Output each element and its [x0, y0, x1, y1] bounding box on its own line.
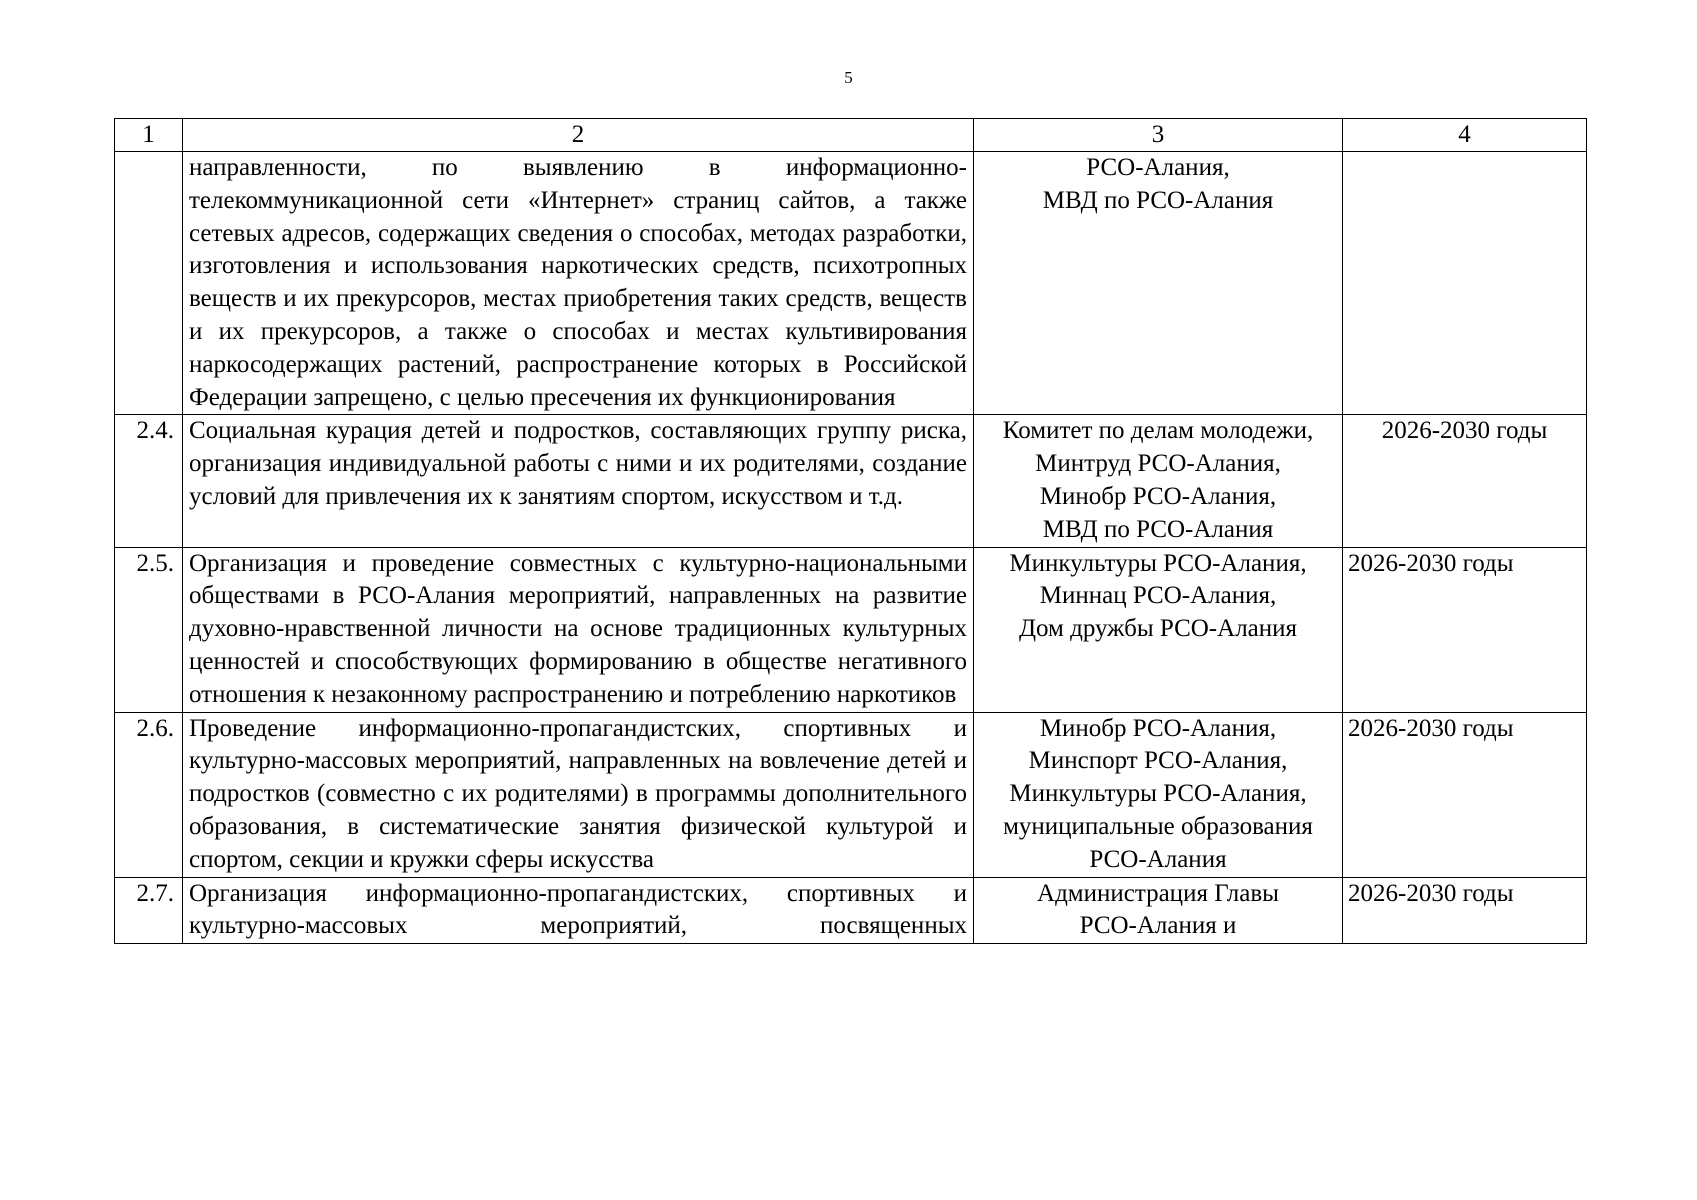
executor: Минкультуры РСО-Алания,	[1009, 780, 1307, 808]
row-description: Организация и проведение совместных с культурно-национальными обществами в РСО-Алания мероприятий, направленных на развитие духовно-нравственной личности на основе традиционных культурных ценностей и способствующих формированию в обществе негативного отношения к незаконному распространению и потреблению наркотиков	[183, 547, 974, 712]
row-description: направленности, по выявлению в информационно-телекоммуникационной сети «Интернет» страниц сайтов, а также сетевых адресов, содержащих сведения о способах, методах разработки, изготовления и использования наркотических средств, психотропных веществ и их прекурсоров, местах приобретения таких средств, веществ и их прекурсоров, а также о способах и местах культивирования наркосодержащих растений, распространение которых в Российской Федерации запрещено, с целью пресечения их функционирования	[183, 152, 974, 415]
row-number: 2.5.	[115, 547, 183, 712]
row-executors	[974, 712, 1343, 877]
row-number: 2.6.	[115, 712, 183, 877]
table-row	[115, 547, 1587, 712]
executor: МВД по РСО-Алания	[1042, 515, 1274, 543]
executor: Дом дружбы РСО-Алания	[1018, 615, 1298, 643]
page-number: 5	[844, 68, 853, 87]
executor: Минобр РСО-Алания,	[1039, 482, 1277, 510]
row-term	[1343, 152, 1587, 415]
executor: Администрация Главы	[1037, 879, 1279, 907]
row-term: 2026-2030 годы	[1343, 712, 1587, 877]
executor: Минкультуры РСО-Алания,	[1009, 549, 1307, 577]
row-number: 2.4.	[115, 415, 183, 547]
row-description: Социальная курация детей и подростков, составляющих группу риска, организация индивидуальной работы с ними и их родителями, создание условий для привлечения их к занятиям спортом, искусством и т.д.	[183, 415, 974, 547]
row-term: 2026-2030 годы	[1343, 547, 1587, 712]
row-executors	[974, 415, 1343, 547]
executor: Миннац РСО-Алания,	[1039, 582, 1277, 610]
row-executors	[974, 152, 1343, 415]
table-header-row	[115, 119, 1587, 152]
table-row	[115, 877, 1587, 944]
executor: РСО-Алания	[1089, 845, 1227, 873]
measures-table	[114, 118, 1587, 944]
executor: муниципальные образования	[1003, 812, 1313, 840]
header-col-1: 1	[115, 119, 183, 152]
table-row	[115, 712, 1587, 877]
row-executors	[974, 547, 1343, 712]
header-col-3: 3	[974, 119, 1343, 152]
executor: РСО-Алания и	[1079, 912, 1237, 940]
row-number: 2.7.	[115, 877, 183, 944]
row-description: Проведение информационно-пропагандистских, спортивных и культурно-массовых мероприятий, направленных на вовлечение детей и подростков (совместно с их родителями) в программы дополнительного образования, в систематические занятия физической культурой и спортом, секции и кружки сферы искусства	[183, 712, 974, 877]
executor: Минобр РСО-Алания,	[1039, 714, 1277, 742]
row-executors	[974, 877, 1343, 944]
executor: МВД по РСО-Алания	[1042, 186, 1274, 214]
row-term: 2026-2030 годы	[1343, 415, 1587, 547]
row-number	[115, 152, 183, 415]
executor: Минспорт РСО-Алания,	[1028, 747, 1288, 775]
table-row	[115, 152, 1587, 415]
header-col-2: 2	[183, 119, 974, 152]
executor: Минтруд РСО-Алания,	[1035, 450, 1281, 478]
row-term: 2026-2030 годы	[1343, 877, 1587, 944]
header-col-4: 4	[1343, 119, 1587, 152]
executor: РСО-Алания,	[1086, 154, 1230, 181]
executor: Комитет по делам молодежи,	[1002, 417, 1314, 445]
row-description: Организация информационно-пропагандистских, спортивных и культурно-массовых мероприятий, посвященных	[183, 877, 974, 944]
table-row	[115, 415, 1587, 547]
